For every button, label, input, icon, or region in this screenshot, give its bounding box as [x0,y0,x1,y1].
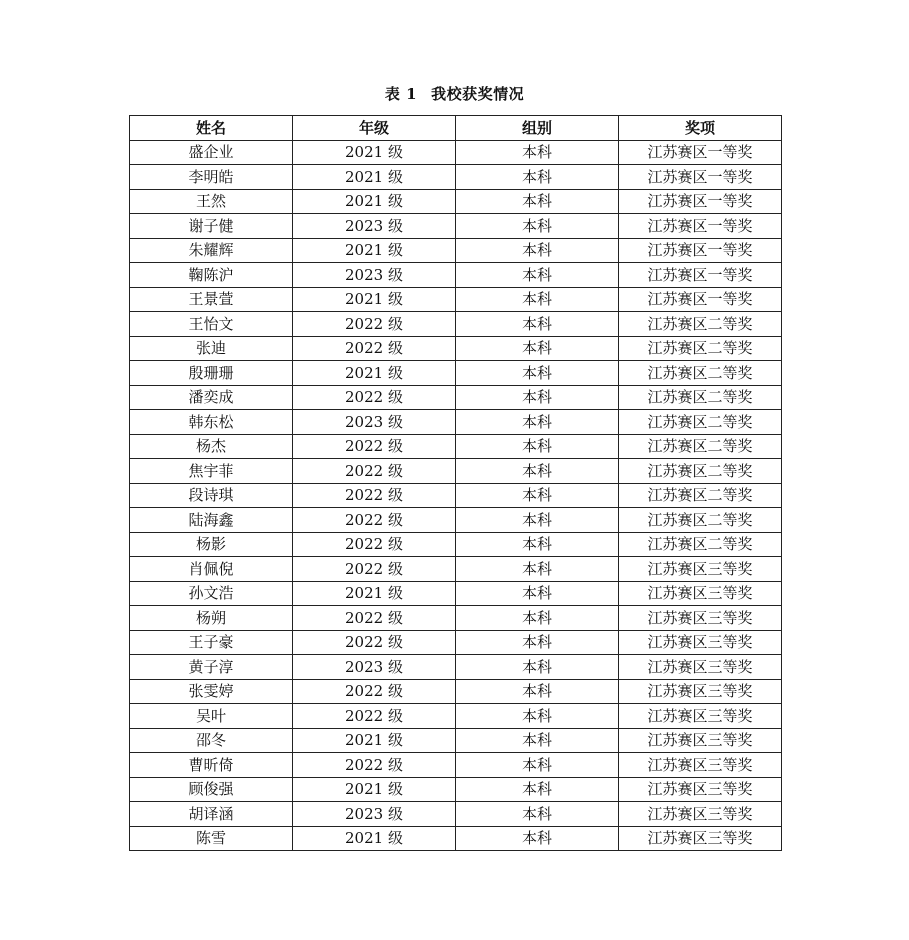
table-body [130,140,782,851]
cell-grade: 2022 级 [293,434,456,459]
cell-name: 鞠陈沪 [130,263,293,288]
cell-award: 江苏赛区二等奖 [619,434,782,459]
table-row [130,361,782,386]
cell-award: 江苏赛区三等奖 [619,679,782,704]
cell-award: 江苏赛区二等奖 [619,483,782,508]
cell-group: 本科 [456,410,619,435]
table-row [130,532,782,557]
cell-group: 本科 [456,361,619,386]
cell-grade: 2022 级 [293,312,456,337]
table-row [130,263,782,288]
cell-award: 江苏赛区一等奖 [619,214,782,239]
cell-group: 本科 [456,189,619,214]
cell-award: 江苏赛区二等奖 [619,361,782,386]
cell-grade: 2021 级 [293,728,456,753]
cell-award: 江苏赛区三等奖 [619,777,782,802]
cell-group: 本科 [456,214,619,239]
cell-grade: 2022 级 [293,336,456,361]
cell-name: 吴叶 [130,704,293,729]
cell-award: 江苏赛区二等奖 [619,385,782,410]
cell-group: 本科 [456,508,619,533]
table-row [130,655,782,680]
cell-grade: 2022 级 [293,459,456,484]
cell-name: 谢子健 [130,214,293,239]
cell-grade: 2021 级 [293,287,456,312]
cell-group: 本科 [456,165,619,190]
cell-name: 张雯婷 [130,679,293,704]
header-group: 组别 [456,116,619,141]
cell-name: 潘奕成 [130,385,293,410]
cell-grade: 2021 级 [293,238,456,263]
cell-grade: 2022 级 [293,532,456,557]
cell-award: 江苏赛区一等奖 [619,165,782,190]
cell-grade: 2021 级 [293,189,456,214]
cell-group: 本科 [456,679,619,704]
cell-group: 本科 [456,704,619,729]
table-row [130,704,782,729]
table-caption [0,84,909,104]
cell-name: 曹昕倚 [130,753,293,778]
cell-award: 江苏赛区一等奖 [619,189,782,214]
cell-group: 本科 [456,459,619,484]
cell-grade: 2021 级 [293,361,456,386]
table-row [130,753,782,778]
cell-group: 本科 [456,630,619,655]
table-row [130,728,782,753]
table-row [130,410,782,435]
cell-award: 江苏赛区三等奖 [619,753,782,778]
cell-name: 杨影 [130,532,293,557]
cell-grade: 2022 级 [293,508,456,533]
cell-grade: 2022 级 [293,606,456,631]
cell-group: 本科 [456,385,619,410]
cell-name: 胡译涵 [130,802,293,827]
cell-grade: 2022 级 [293,630,456,655]
table-row [130,385,782,410]
cell-name: 王然 [130,189,293,214]
header-name: 姓名 [130,116,293,141]
cell-grade: 2021 级 [293,777,456,802]
cell-group: 本科 [456,312,619,337]
cell-award: 江苏赛区三等奖 [619,630,782,655]
cell-grade: 2023 级 [293,410,456,435]
table-row [130,238,782,263]
table-row [130,508,782,533]
table-row [130,287,782,312]
table-row [130,630,782,655]
cell-grade: 2022 级 [293,483,456,508]
cell-award: 江苏赛区一等奖 [619,287,782,312]
cell-grade: 2022 级 [293,679,456,704]
table-row [130,557,782,582]
cell-grade: 2023 级 [293,263,456,288]
cell-name: 王子豪 [130,630,293,655]
cell-grade: 2021 级 [293,581,456,606]
cell-group: 本科 [456,140,619,165]
table-row [130,606,782,631]
table-row [130,483,782,508]
table-row [130,434,782,459]
cell-name: 陈雪 [130,826,293,851]
cell-grade: 2021 级 [293,140,456,165]
cell-award: 江苏赛区二等奖 [619,532,782,557]
cell-name: 张迪 [130,336,293,361]
cell-group: 本科 [456,777,619,802]
cell-award: 江苏赛区二等奖 [619,508,782,533]
cell-award: 江苏赛区三等奖 [619,802,782,827]
cell-grade: 2022 级 [293,704,456,729]
cell-name: 朱耀辉 [130,238,293,263]
table-row [130,826,782,851]
table-number: 表 1 [384,85,418,103]
cell-name: 殷珊珊 [130,361,293,386]
cell-award: 江苏赛区三等奖 [619,606,782,631]
cell-group: 本科 [456,802,619,827]
table-title: 我校获奖情况 [431,85,525,103]
table-row [130,459,782,484]
cell-award: 江苏赛区三等奖 [619,655,782,680]
table-row [130,165,782,190]
header-award: 奖项 [619,116,782,141]
cell-grade: 2022 级 [293,557,456,582]
table-header-row [130,116,782,141]
cell-name: 杨朔 [130,606,293,631]
cell-grade: 2021 级 [293,826,456,851]
table-row [130,581,782,606]
cell-name: 盛企业 [130,140,293,165]
cell-award: 江苏赛区二等奖 [619,410,782,435]
cell-group: 本科 [456,336,619,361]
cell-group: 本科 [456,287,619,312]
cell-grade: 2023 级 [293,655,456,680]
cell-grade: 2023 级 [293,802,456,827]
cell-group: 本科 [456,826,619,851]
table-row [130,336,782,361]
cell-award: 江苏赛区三等奖 [619,728,782,753]
table-row [130,777,782,802]
cell-grade: 2021 级 [293,165,456,190]
cell-name: 邵冬 [130,728,293,753]
cell-award: 江苏赛区三等奖 [619,557,782,582]
cell-name: 韩东松 [130,410,293,435]
cell-group: 本科 [456,483,619,508]
cell-group: 本科 [456,557,619,582]
table-row [130,214,782,239]
cell-award: 江苏赛区一等奖 [619,238,782,263]
cell-name: 肖佩倪 [130,557,293,582]
table-row [130,802,782,827]
cell-group: 本科 [456,263,619,288]
table-row [130,312,782,337]
table-row [130,140,782,165]
cell-name: 孙文浩 [130,581,293,606]
cell-group: 本科 [456,434,619,459]
cell-name: 李明皓 [130,165,293,190]
cell-name: 黄子淳 [130,655,293,680]
cell-grade: 2022 级 [293,385,456,410]
table-row [130,679,782,704]
cell-name: 杨杰 [130,434,293,459]
cell-name: 陆海鑫 [130,508,293,533]
cell-award: 江苏赛区一等奖 [619,263,782,288]
cell-award: 江苏赛区三等奖 [619,826,782,851]
cell-award: 江苏赛区一等奖 [619,140,782,165]
cell-award: 江苏赛区二等奖 [619,312,782,337]
cell-group: 本科 [456,532,619,557]
cell-award: 江苏赛区二等奖 [619,336,782,361]
cell-group: 本科 [456,606,619,631]
cell-award: 江苏赛区二等奖 [619,459,782,484]
cell-group: 本科 [456,655,619,680]
cell-award: 江苏赛区三等奖 [619,704,782,729]
cell-name: 王景萱 [130,287,293,312]
cell-name: 段诗琪 [130,483,293,508]
cell-grade: 2023 级 [293,214,456,239]
header-grade: 年级 [293,116,456,141]
cell-group: 本科 [456,753,619,778]
cell-award: 江苏赛区三等奖 [619,581,782,606]
cell-group: 本科 [456,728,619,753]
cell-group: 本科 [456,581,619,606]
cell-name: 顾俊强 [130,777,293,802]
table-row [130,189,782,214]
cell-grade: 2022 级 [293,753,456,778]
awards-table [129,115,782,851]
cell-name: 王怡文 [130,312,293,337]
cell-name: 焦宇菲 [130,459,293,484]
cell-group: 本科 [456,238,619,263]
